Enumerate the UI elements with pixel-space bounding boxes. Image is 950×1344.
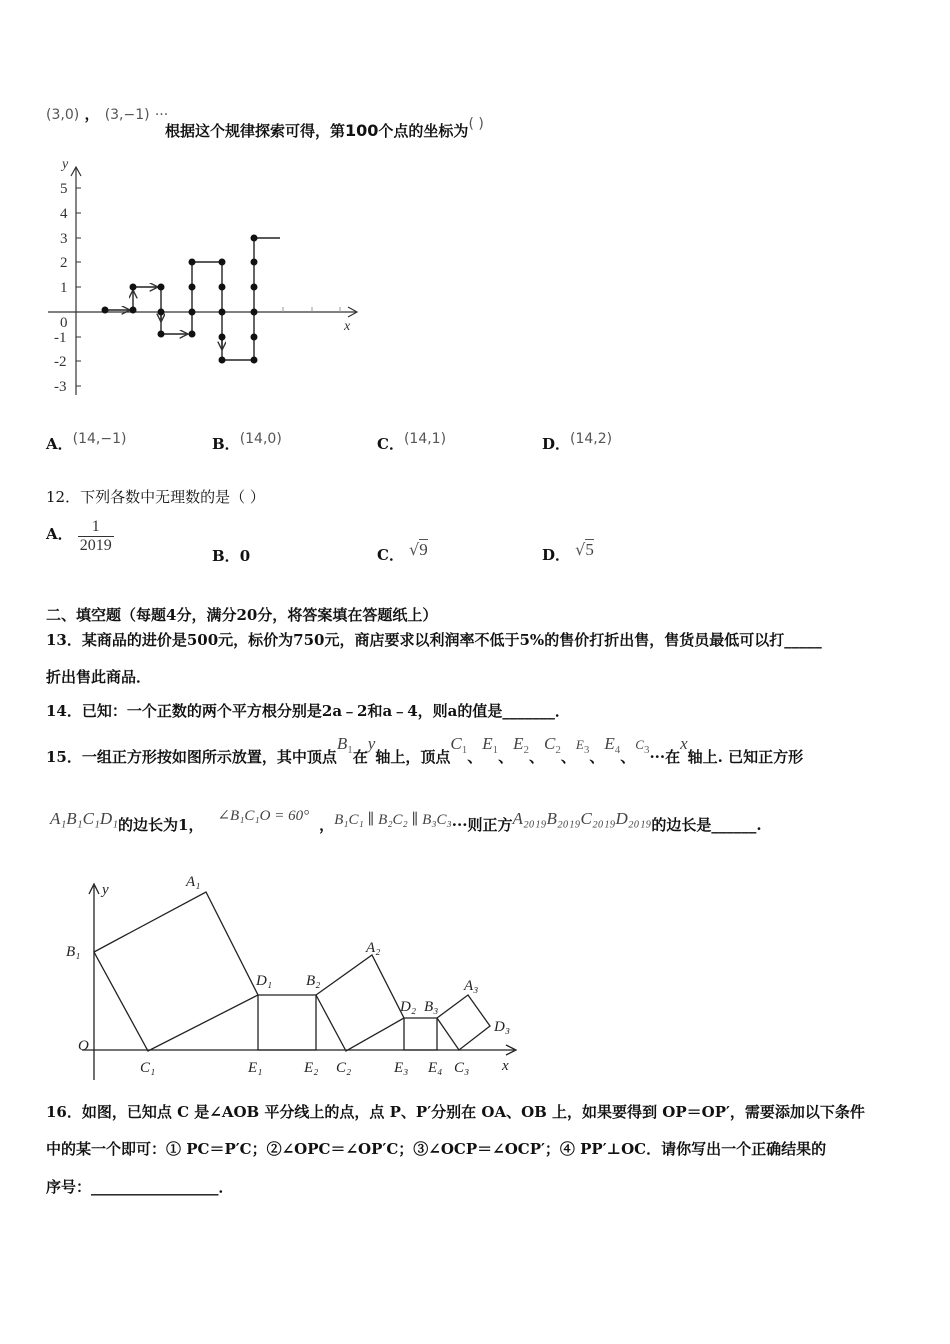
y-tick-label: 2 xyxy=(60,255,68,271)
fig-label: E₄ xyxy=(428,1060,443,1076)
q12-stem: 12．下列各数中无理数的是（ ） xyxy=(46,488,265,506)
option-label: D． xyxy=(542,546,571,564)
fraction-denominator: 2019 xyxy=(79,537,112,554)
q15-part2: 轴上，顶点 xyxy=(375,748,451,766)
option-label: B． xyxy=(212,547,240,565)
option-label: A． xyxy=(46,435,73,453)
fig-label: A₂ xyxy=(366,940,381,956)
vertex-label xyxy=(604,734,621,756)
option-label: A． xyxy=(46,525,73,543)
q11-point-2: (3,−1) xyxy=(104,107,150,123)
separator: 、 xyxy=(467,748,483,766)
q15-part5: ···则正方 xyxy=(451,816,513,834)
fig-label: A₁ xyxy=(186,874,201,890)
square-a1b1c1d1: A₁B₁C₁D₁ xyxy=(50,809,119,828)
q11-stem xyxy=(46,103,168,124)
q11-question xyxy=(165,116,484,141)
q16-line-1: 16．如图，已知点 C 是∠AOB 平分线上的点，点 P、P′分别在 OA、OB 上，如果要得到 OP＝OP′，需要添加以下条件 xyxy=(46,1103,865,1121)
separator: 、 xyxy=(529,748,545,766)
sqrt-icon: √ xyxy=(409,540,420,559)
fig-label: C₃ xyxy=(454,1060,470,1076)
q13-line-2: 折出售此商品． xyxy=(46,668,152,686)
section-title: 二、填空题（每题4分，满分20分，将答案填在答题纸上） xyxy=(46,606,438,624)
q12-option-a[interactable] xyxy=(46,518,114,555)
subscript: 1 xyxy=(492,744,499,756)
y-tick-label: -3 xyxy=(54,379,67,395)
q15-part4: 的边长为1， xyxy=(118,816,204,834)
q11-answer-blank: ( ) xyxy=(468,116,484,132)
option-value: 0 xyxy=(239,547,251,565)
q15-part1: 15．一组正方形按如图所示放置，其中顶点 xyxy=(46,748,337,766)
fraction-numerator: 1 xyxy=(78,518,114,537)
q11-option-a[interactable] xyxy=(46,431,126,454)
fig-label: y xyxy=(102,882,109,898)
q12-option-d[interactable] xyxy=(542,540,594,565)
q12-option-b[interactable] xyxy=(212,545,250,566)
q14-text: 14．已知：一个正数的两个平方根分别是2a﹣2和a﹣4，则a的值是_______． xyxy=(46,702,570,720)
y-tick-label: 1 xyxy=(60,280,68,296)
fraction xyxy=(78,518,114,555)
radicand: 5 xyxy=(585,540,594,559)
comma: ， xyxy=(319,816,335,834)
y-tick-label: 5 xyxy=(60,181,68,197)
fig-label: D₃ xyxy=(494,1019,511,1035)
q15-line-1 xyxy=(46,734,803,767)
letter: E xyxy=(482,734,493,753)
q11-point-1: (3,0) xyxy=(46,107,80,123)
angle-expression: ∠B₁C₁O = 60° xyxy=(217,808,310,824)
square-2019: A₂₀₁₉B₂₀₁₉C₂₀₁₉D₂₀₁₉ xyxy=(512,809,652,828)
separator: 、 xyxy=(589,748,605,766)
q15-zai: 在 xyxy=(352,748,368,766)
letter: E xyxy=(575,737,584,752)
square-e1e2 xyxy=(258,995,316,1050)
y-tick-label: -1 xyxy=(54,330,67,346)
fig-label: B₂ xyxy=(306,973,321,989)
fig-label: x xyxy=(502,1058,509,1074)
subscript: 1 xyxy=(347,744,353,756)
option-value: (14,0) xyxy=(239,431,282,447)
y-tick-label: 4 xyxy=(60,206,68,222)
fig-label: B₁ xyxy=(66,944,81,960)
subscript: 3 xyxy=(583,744,590,756)
option-value: (14,2) xyxy=(570,431,613,447)
vertex-label xyxy=(450,734,468,756)
q16-line-2: 中的某一个即可：① PC＝P′C；②∠OPC＝∠OP′C；③∠OCP＝∠OCP′；④ PP′⊥OC．请你写出一个正确结果的 xyxy=(46,1140,827,1158)
y-tick-label: -2 xyxy=(54,354,67,370)
fig-label: E₃ xyxy=(394,1060,409,1076)
fig-label: D₂ xyxy=(400,999,417,1015)
option-value: (14,−1) xyxy=(72,431,127,447)
q15-line-2 xyxy=(50,806,762,835)
q11-text-before: 根据这个规律探索可得，第 xyxy=(165,122,346,140)
letter: C xyxy=(544,734,556,753)
y-tick-label: 3 xyxy=(60,231,68,247)
y-symbol: y xyxy=(367,734,376,753)
square-e3e4 xyxy=(404,1018,437,1050)
q15-part6: 的边长是______. xyxy=(651,816,762,834)
fig-label: C₁ xyxy=(140,1060,156,1076)
option-label: D． xyxy=(542,435,571,453)
separator: 、 xyxy=(498,748,514,766)
square-1 xyxy=(94,892,258,1051)
point-path xyxy=(105,238,280,360)
fig-label: E₂ xyxy=(304,1060,319,1076)
letter: C xyxy=(450,734,462,753)
square-3 xyxy=(437,995,490,1050)
subscript: 3 xyxy=(643,744,650,756)
grid-points xyxy=(102,235,258,364)
fig-label: E₁ xyxy=(248,1060,263,1076)
q11-ellipsis: ··· xyxy=(154,107,169,123)
subscript: 2 xyxy=(523,744,530,756)
sqrt-icon: √ xyxy=(575,540,586,559)
q15-part3: 轴上. 已知正方形 xyxy=(687,748,804,766)
fig-label: D₁ xyxy=(256,973,273,989)
fig-label: C₂ xyxy=(336,1060,352,1076)
q11-text-after: 个点的坐标为 xyxy=(378,122,469,140)
y-axis-label: y xyxy=(62,157,69,172)
fig-label: O xyxy=(78,1038,89,1054)
option-label: C． xyxy=(377,435,404,453)
subscript: 2 xyxy=(555,744,561,756)
vertex-label xyxy=(482,734,499,756)
q11-option-c[interactable] xyxy=(377,431,446,454)
fig-label: B₃ xyxy=(424,999,439,1015)
vertex-label xyxy=(544,734,561,756)
q11-comma: ， xyxy=(84,105,100,123)
ellipsis: ···在 xyxy=(649,748,681,766)
radicand: 9 xyxy=(419,540,428,559)
vertex-label xyxy=(336,734,353,756)
q15-figure xyxy=(62,868,532,1088)
x-symbol: x xyxy=(680,734,688,753)
fig-label: A₃ xyxy=(464,978,479,994)
q11-option-b[interactable] xyxy=(212,431,282,454)
parallel-expression: B₁C₁ ∥ B₂C₂ ∥ B₃C₃ xyxy=(334,812,452,828)
letter: E xyxy=(604,734,615,753)
vertex-label xyxy=(513,734,530,756)
separator: 、 xyxy=(560,748,576,766)
q11-number: 100 xyxy=(345,121,379,140)
separator: 、 xyxy=(620,748,636,766)
vertex-label xyxy=(635,737,650,756)
x-axis-label: x xyxy=(344,319,351,334)
q11-graph xyxy=(40,150,370,410)
option-label: C． xyxy=(377,546,404,564)
vertex-label xyxy=(575,737,590,756)
subscript: 1 xyxy=(461,744,468,756)
letter: B xyxy=(336,734,348,753)
q16-line-3: 序号：_________________． xyxy=(46,1178,234,1196)
letter: C xyxy=(635,737,644,752)
y-tick-label: 0 xyxy=(60,315,68,331)
q11-option-d[interactable] xyxy=(542,431,612,454)
q12-option-c[interactable] xyxy=(377,540,428,565)
letter: E xyxy=(513,734,524,753)
subscript: 4 xyxy=(614,744,621,756)
square-2 xyxy=(316,955,404,1051)
option-value: (14,1) xyxy=(403,431,447,447)
q13-line-1: 13．某商品的进价是500元，标价为750元，商店要求以利润率不低于5%的售价打折出售，售货员最低可以打_____ xyxy=(46,631,822,649)
option-label: B． xyxy=(212,435,240,453)
